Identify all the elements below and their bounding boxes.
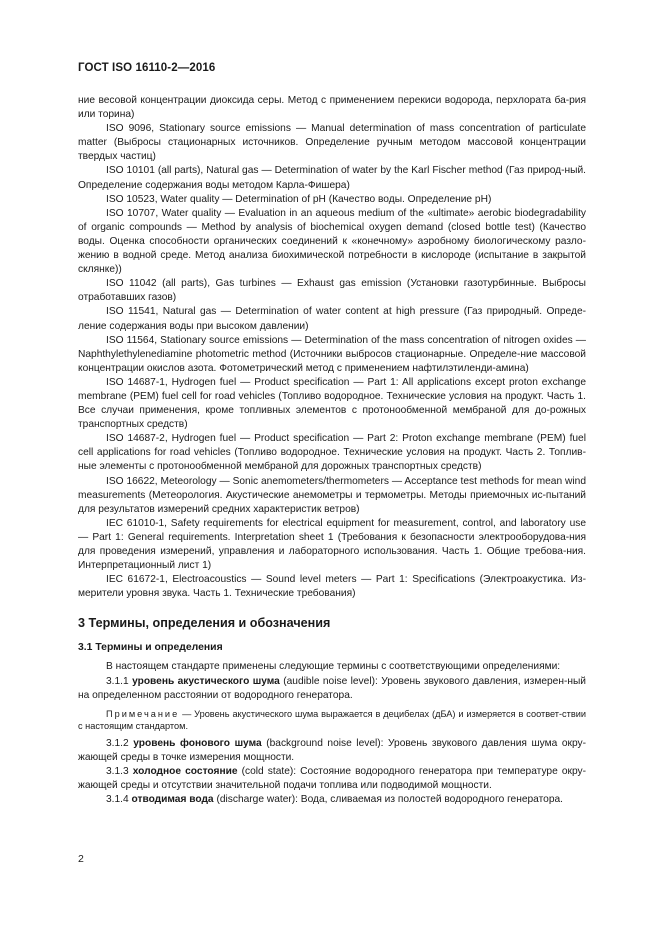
paragraph: IEC 61672-1, Electroacoustics — Sound level meters — Part 1: Specifications (Электроакустика. Из-мерители уровня звука. Часть 1. Технические требования) (78, 574, 586, 600)
paragraph: В настоящем стандарте применены следующие термины с соответствующими определениями: (106, 661, 561, 673)
term-text: (discharge water): Вода, сливаемая из полостей водородного генератора. (213, 794, 564, 806)
term-text: (audible noise level): Уровень звукового давления, измерен-ный на определенном расстоянии от водородного генератора. (78, 675, 587, 701)
paragraph: IEC 61010-1, Safety requirements for electrical equipment for measurement, control, and laboratory use — Part 1: General requirements. Interpretation sheet 1 (Требования к безопасности электрооборудова-ния для проведения измерений, управления и лабораторного использования. Часть 1. Общие требова-ния. Интерпретационный лист 1) (78, 517, 586, 572)
paragraph: ISO 14687-2, Hydrogen fuel — Product specification — Part 2: Proton exchange membrane (PEM) fuel cell applications for road vehicles (Топливо водородное. Технические условия на продукт. Часть 2. Топлив-ные элементы с протонообменной мембраной для дорожных транспортных средств) (78, 433, 586, 473)
term: уровень акустического шума (132, 675, 280, 687)
term-definition (78, 793, 586, 807)
paragraph: ISO 11541, Natural gas — Determination of water content at high pressure (Газ природный. Опреде-ление содержания воды при высоком давлении) (78, 306, 586, 332)
page-number: 2 (78, 853, 84, 865)
term-definition (78, 675, 586, 703)
term: уровень фонового шума (133, 737, 262, 749)
term-number: 3.1.4 (106, 794, 132, 806)
note (78, 708, 586, 733)
paragraph: ISO 10101 (all parts), Natural gas — Determination of water by the Karl Fischer method (Газ природ-ный. Определение содержания воды методом Карла-Фишера) (78, 165, 586, 191)
paragraph: ISO 10523, Water quality — Determination of pH (Качество воды. Определение pH) (106, 193, 492, 205)
paragraph: ISO 11564, Stationary source emissions — Determination of the mass concentration of nitrogen oxides — Naphthylethylenediamine photometric method (Источники выбросов стационарные. Определе-ние массовой концентрации окислов азота. Фотометрический метод с применением нафтилэтиленди-амина) (78, 334, 586, 374)
document-body (78, 94, 586, 807)
subsection-title: 3.1 Термины и определения (78, 642, 223, 654)
term: отводимая вода (131, 794, 214, 806)
term-text: (background noise level): Уровень звукового давления шума окру-жающей среды в точке измерения мощности. (78, 737, 587, 764)
paragraph: ISO 16622, Meteorology — Sonic anemometers/thermometers — Acceptance test methods for mean wind measurements (Метеорология. Акустические анемометры и термометры. Методы приемочных ис-пытаний для результатов измерений средних характеристик ветров) (78, 475, 586, 515)
paragraph: ние весовой концентрации диоксида серы. Метод с применением перекиси водорода, перхлората ба-рия или торина) (78, 95, 586, 121)
term-number: 3.1.2 (106, 737, 134, 749)
note-label: Примечание (106, 708, 180, 719)
paragraph: ISO 9096, Stationary source emissions — Manual determination of mass concentration of particulate matter (Выбросы стационарных источников. Определение ручным методом массовой концентрации твердых частиц) (78, 123, 586, 163)
section-title: 3 Термины, определения и обозначения (78, 616, 331, 631)
term-definition (78, 765, 586, 793)
term: холодное состояние (132, 766, 238, 778)
term-text: (cold state): Состояние водородного генератора при температуре окру-жающей среды и отсутствии значительной подачи топлива или подводимой мощности. (78, 766, 586, 792)
term-definition (78, 737, 586, 765)
note-text: — Уровень акустического шума выражается в децибелах (дБА) и измеряется в соответ-ствии с настоящим стандартом. (78, 708, 586, 732)
paragraph: ISO 10707, Water quality — Evaluation in an aqueous medium of the «ultimate» aerobic biodegradability of organic compounds — Method by analysis of biochemical oxygen demand (closed bottle test) (Качество воды. Оценка способности органических соединений к «конечному» аэробному биологическому разло-жению в водной среде. Метод анализа биохимической потребности в кислороде (испытание в закрытой склянке)) (78, 207, 586, 276)
document-header: ГОСТ ISO 16110-2—2016 (78, 62, 216, 74)
paragraph: ISO 11042 (all parts), Gas turbines — Exhaust gas emission (Установки газотурбинные. Выбросы отработавших газов) (78, 278, 586, 304)
term-number: 3.1.1 (106, 675, 133, 687)
term-number: 3.1.3 (106, 766, 133, 778)
paragraph: ISO 14687-1, Hydrogen fuel — Product specification — Part 1: All applications except proton exchange membrane (PEM) fuel cell for road vehicles (Топливо водородное. Технические условия на продукт. Часть 1. Все случаи применения, кроме топливных элементов с протонообменной мембраной для до-рожных транспортных средств) (78, 376, 586, 431)
